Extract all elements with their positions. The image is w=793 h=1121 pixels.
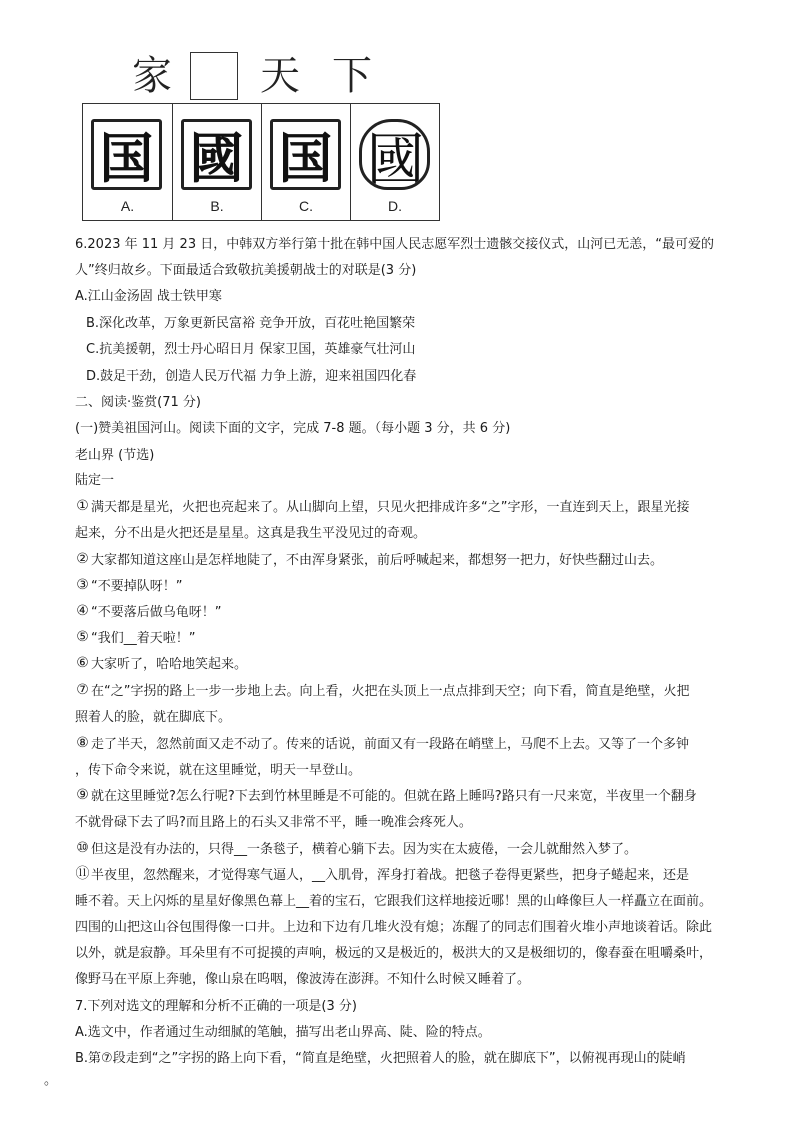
option-a-label: A. — [120, 198, 135, 214]
q6-option-b: B.深化改革，万象更新民富裕 竞争开放，百花吐艳国繁荣 — [86, 316, 416, 331]
paragraph-11-line4: 以外，就是寂静。耳朵里有不可捉摸的声响，极远的又是极近的，极洪大的又是极细切的，像春蚕在咀嚼桑叶， — [75, 946, 713, 961]
paragraph-number: ⑪ — [75, 866, 90, 882]
paragraph-number: ⑤ — [76, 629, 89, 645]
paragraph-8-line2: ，传下命令来说，就在这里睡觉，明天一早登山。 — [75, 763, 362, 778]
option-d-glyph: 國 — [359, 119, 430, 190]
paragraph-number: ⑧ — [76, 735, 89, 751]
paragraph-2 — [75, 551, 663, 571]
paragraph-number: ⑥ — [76, 655, 89, 671]
paragraph-8-line1 — [75, 735, 689, 755]
paragraph-text: 大家都知道这座山是怎样地陡了，不由浑身紧张，前后呼喊起来，都想努一把力，好快些翻过山去。 — [91, 553, 664, 568]
option-d-label: D. — [388, 198, 402, 214]
paragraph-6 — [75, 655, 247, 675]
paragraph-text: 但这是没有办法的，只得__一条毯子，横着心躺下去。因为实在太疲倦，一会儿就酣然入梦了。 — [91, 842, 638, 857]
paragraph-7-line1 — [75, 682, 689, 702]
option-c-glyph: 国 — [270, 119, 341, 190]
paragraph-text: 大家听了，哈哈地笑起来。 — [91, 657, 248, 672]
option-a — [83, 104, 172, 220]
paragraph-number: ① — [76, 498, 89, 514]
q7-stem: 7.下列对选文的理解和分析不正确的一项是(3 分) — [75, 999, 357, 1014]
paragraph-1-line1 — [75, 498, 689, 518]
option-b-glyph: 國 — [181, 119, 252, 190]
paragraph-text: “我们__着天啦！” — [91, 631, 196, 646]
paragraph-number: ⑩ — [76, 840, 89, 856]
passage-author: 陆定一 — [75, 473, 115, 488]
paragraph-number: ⑨ — [76, 787, 89, 803]
puzzle-char-xia: 下 — [332, 53, 372, 99]
paragraph-3 — [75, 577, 182, 597]
option-b-label: B. — [210, 198, 224, 214]
option-c-label: C. — [299, 198, 313, 214]
q6-option-d: D.鼓足干劲，创造人民万代福 力争上游，迎来祖国四化春 — [86, 369, 417, 384]
puzzle-char-tian: 天 — [260, 53, 300, 99]
q6-option-c: C.抗美援朝，烈士丹心昭日月 保家卫国，英雄豪气壮河山 — [86, 342, 416, 357]
q7-option-b-line2: 。 — [44, 1073, 58, 1088]
paragraph-4 — [75, 603, 221, 623]
puzzle-char-jia: 家 — [132, 53, 172, 99]
paragraph-text: 满天都是星光，火把也亮起来了。从山脚向上望，只见火把排成许多“之”字形，一直连到天上，跟星光接 — [91, 500, 690, 515]
paragraph-text: “不要掉队呀！” — [91, 579, 183, 594]
paragraph-7-line2: 照着人的脸，就在脚底下。 — [75, 710, 232, 725]
option-c — [261, 104, 350, 220]
paragraph-text: 就在这里睡觉?怎么行呢?下去到竹林里睡是不可能的。但就在路上睡吗?路只有一尺来宽，半夜里一个翻身 — [91, 789, 697, 804]
option-a-glyph: 国 — [91, 119, 162, 190]
paragraph-10 — [75, 840, 637, 860]
q6-stem-line2: 人”终归故乡。下面最适合致敬抗美援朝战士的对联是(3 分) — [75, 263, 417, 278]
q6-stem-line1: 6.2023 年 11 月 23 日，中韩双方举行第十批在韩中国人民志愿军烈士遗骸交接仪式，山河已无恙，“最可爱的 — [75, 237, 714, 252]
paragraph-number: ⑦ — [76, 682, 89, 698]
q7-option-b-line1: B.第⑦段走到“之”字拐的路上向下看，“简直是绝壁，火把照着人的脸，就在脚底下”，以俯视再现山的陡峭 — [75, 1051, 686, 1066]
paragraph-5 — [75, 629, 195, 649]
paragraph-text: “不要落后做乌龟呀！” — [91, 605, 222, 620]
paragraph-number: ② — [76, 551, 89, 567]
section-heading: 二、阅读·鉴赏(71 分) — [75, 395, 201, 410]
character-puzzle-title — [128, 50, 398, 102]
q7-option-a: A.选文中，作者通过生动细腻的笔触，描写出老山界高、陡、险的特点。 — [75, 1025, 491, 1040]
paragraph-11-line1 — [75, 866, 689, 886]
paragraph-text: 半夜里，忽然醒来，才觉得寒气逼人，__入肌骨，浑身打着战。把毯子卷得更紧些，把身子蜷起来，还是 — [91, 868, 690, 883]
passage-title: 老山界 (节选) — [75, 448, 155, 463]
paragraph-11-line5: 像野马在平原上奔驰，像山泉在呜咽，像波涛在澎湃。不知什么时候又睡着了。 — [75, 972, 531, 987]
paragraph-1-line2: 起来，分不出是火把还是星星。这真是我生平没见过的奇观。 — [75, 526, 427, 541]
paragraph-9-line1 — [75, 787, 697, 807]
paragraph-11-line2: 睡不着。天上闪烁的星星好像黑色幕上__着的宝石，它跟我们这样地接近哪！黑的山峰像巨人一样矗立在面前。 — [75, 894, 713, 909]
paragraph-text: 走了半天，忽然前面又走不动了。传来的话说，前面又有一段路在峭壁上，马爬不上去。又等了一个多钟 — [91, 737, 690, 752]
option-d — [350, 104, 439, 220]
paragraph-11-line3: 四围的山把这山谷包围得像一口井。上边和下边有几堆火没有熄；冻醒了的同志们围着火堆小声地谈着话。除此 — [75, 920, 713, 935]
paragraph-9-line2: 不就骨碌下去了吗?而且路上的石头又非常不平，睡一晚准会疼死人。 — [75, 815, 472, 830]
section-subheading: (一)赞美祖国河山。阅读下面的文字，完成 7-8 题。（每小题 3 分，共 6 分) — [75, 421, 511, 436]
paragraph-number: ③ — [76, 577, 89, 593]
q6-option-a: A.江山金汤固 战士铁甲寒 — [75, 289, 222, 304]
paragraph-text: 在“之”字拐的路上一步一步地上去。向上看，火把在头顶上一点点排到天空；向下看，简直是绝壁，火把 — [91, 684, 690, 699]
calligraphy-options — [82, 103, 440, 221]
puzzle-blank-box — [190, 52, 238, 100]
paragraph-number: ④ — [76, 603, 89, 619]
option-b — [172, 104, 261, 220]
